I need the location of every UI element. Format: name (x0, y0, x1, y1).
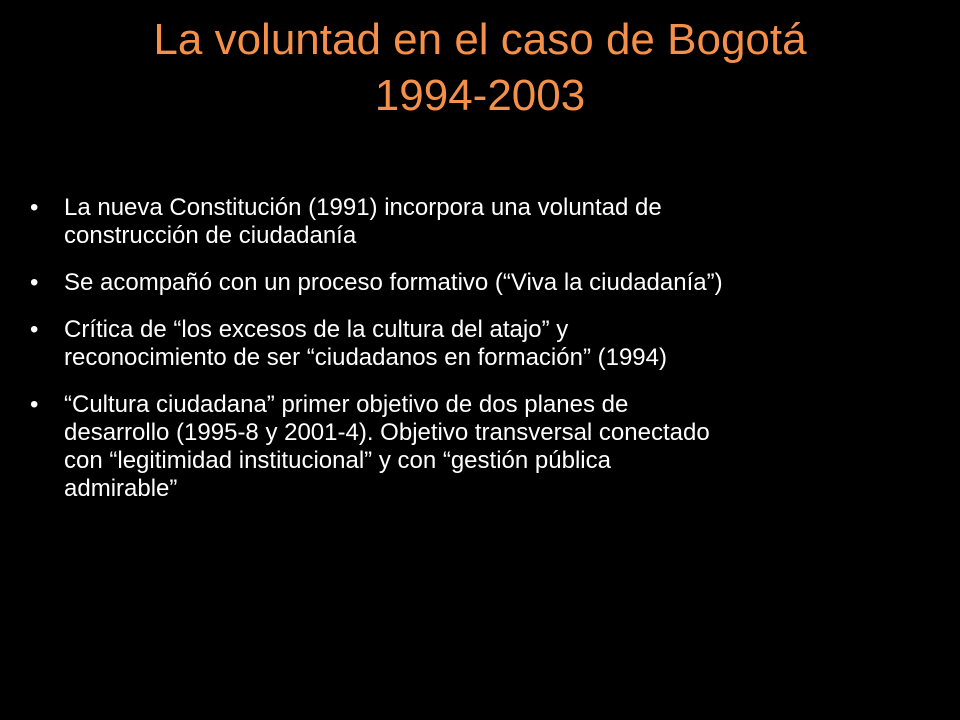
bullet-item (30, 316, 935, 372)
bullet-icon: • (30, 269, 39, 296)
bullet-text: Crítica de “los excesos de la cultura del atajo” y reconocimiento de ser “ciudadanos en formación” (1994) (64, 316, 667, 371)
bullet-icon: • (30, 391, 39, 418)
bullet-item (30, 391, 935, 503)
bullet-item (30, 194, 935, 250)
bullet-text: Se acompañó con un proceso formativo (“Viva la ciudadanía”) (64, 269, 723, 296)
bullet-icon: • (30, 194, 39, 221)
slide-title-line-1: La voluntad en el caso de Bogotá (153, 15, 807, 64)
bullet-item (30, 269, 935, 297)
bullet-icon: • (30, 316, 39, 343)
bullet-text: “Cultura ciudadana” primer objetivo de dos planes de desarrollo (1995-8 y 2001-4). Objetivo transversal conectado con “legitimidad institucional” y con “gestión pública admirable” (64, 391, 710, 502)
slide-title-line-2: 1994-2003 (374, 71, 586, 120)
bullet-list (30, 194, 935, 522)
bullet-text: La nueva Constitución (1991) incorpora una voluntad de construcción de ciudadanía (64, 194, 662, 249)
slide-title (40, 12, 920, 124)
